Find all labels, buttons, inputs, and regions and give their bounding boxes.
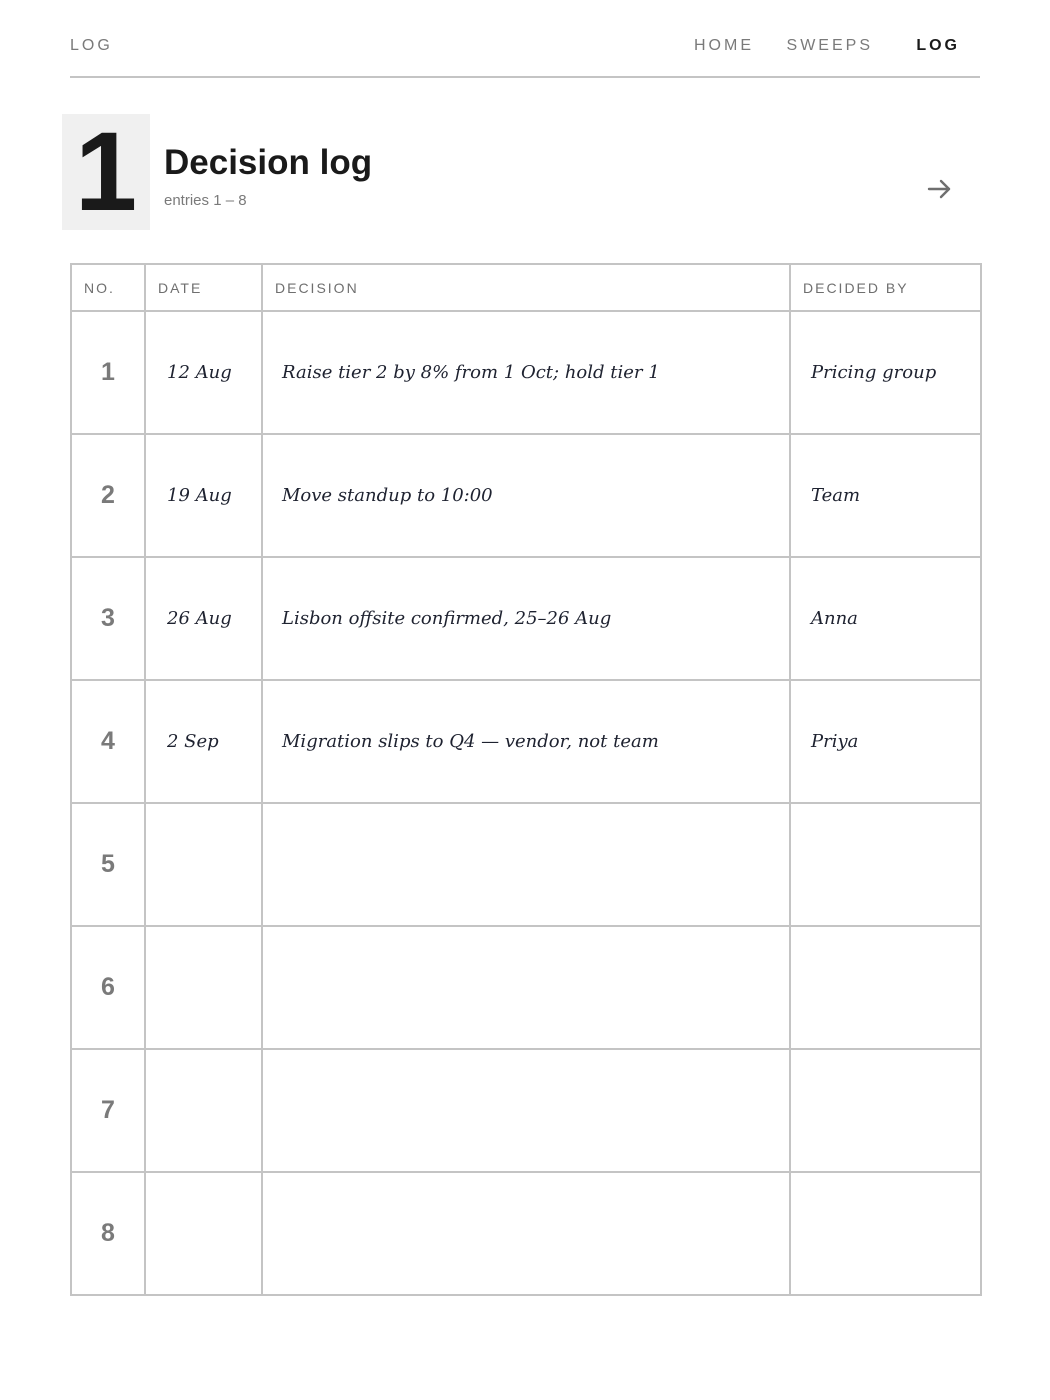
column-header-decided-by: DECIDED BY xyxy=(790,264,981,311)
page-title: Decision log xyxy=(164,143,373,182)
entry-decision[interactable]: Raise tier 2 by 8% from 1 Oct; hold tier 1 xyxy=(262,311,790,434)
entry-date[interactable] xyxy=(145,803,262,926)
entry-decided-by[interactable]: Team xyxy=(790,434,981,557)
table-row xyxy=(71,557,981,680)
entry-date[interactable] xyxy=(145,926,262,1049)
entry-date[interactable]: 19 Aug xyxy=(145,434,262,557)
page-subtitle: entries 1 – 8 xyxy=(164,192,247,209)
entry-decision[interactable]: Move standup to 10:00 xyxy=(262,434,790,557)
column-header-date: DATE xyxy=(145,264,262,311)
entry-decision[interactable] xyxy=(262,803,790,926)
entry-date[interactable] xyxy=(145,1172,262,1295)
table-row xyxy=(71,926,981,1049)
entry-decided-by[interactable] xyxy=(790,1172,981,1295)
top-navigation-bar xyxy=(70,0,980,78)
brand-label: LOG xyxy=(70,37,113,54)
table-row xyxy=(71,1172,981,1295)
table-row xyxy=(71,311,981,434)
entry-date[interactable]: 2 Sep xyxy=(145,680,262,803)
entry-number: 1 xyxy=(71,311,145,434)
entry-decision[interactable]: Migration slips to Q4 — vendor, not team xyxy=(262,680,790,803)
table-row xyxy=(71,1049,981,1172)
entry-number: 3 xyxy=(71,557,145,680)
entry-decided-by[interactable]: Anna xyxy=(790,557,981,680)
nav-link-log[interactable]: LOG xyxy=(916,37,960,54)
entry-number: 7 xyxy=(71,1049,145,1172)
page-number: 1 xyxy=(74,109,138,234)
column-header-no: NO. xyxy=(71,264,145,311)
entry-number: 6 xyxy=(71,926,145,1049)
table-row xyxy=(71,434,981,557)
entry-decided-by[interactable] xyxy=(790,1049,981,1172)
nav-link-home[interactable]: HOME xyxy=(694,37,754,54)
entry-decision[interactable]: Lisbon offsite confirmed, 25–26 Aug xyxy=(262,557,790,680)
entry-number: 5 xyxy=(71,803,145,926)
entry-decided-by[interactable]: Priya xyxy=(790,680,981,803)
table-row xyxy=(71,680,981,803)
page-number-badge xyxy=(62,109,150,234)
column-header-decision: DECISION xyxy=(262,264,790,311)
entry-number: 2 xyxy=(71,434,145,557)
table-header-row xyxy=(71,264,981,311)
table-row xyxy=(71,803,981,926)
entry-decision[interactable] xyxy=(262,926,790,1049)
entry-date[interactable] xyxy=(145,1049,262,1172)
entry-decision[interactable] xyxy=(262,1172,790,1295)
entry-decided-by[interactable] xyxy=(790,926,981,1049)
entry-date[interactable]: 26 Aug xyxy=(145,557,262,680)
entry-date[interactable]: 12 Aug xyxy=(145,311,262,434)
arrow-right-icon[interactable] xyxy=(922,172,958,206)
entry-decided-by[interactable] xyxy=(790,803,981,926)
entry-decided-by[interactable]: Pricing group xyxy=(790,311,981,434)
nav-link-sweeps[interactable]: SWEEPS xyxy=(786,37,873,54)
entry-number: 8 xyxy=(71,1172,145,1295)
decision-log-table xyxy=(70,263,982,1296)
entry-number: 4 xyxy=(71,680,145,803)
entry-decision[interactable] xyxy=(262,1049,790,1172)
